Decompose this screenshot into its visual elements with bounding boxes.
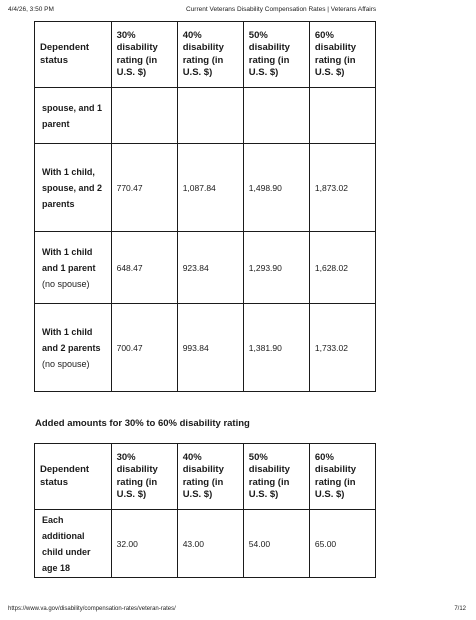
table-row bbox=[35, 232, 376, 304]
rate-value-cell: 54.00 bbox=[243, 510, 309, 578]
rate-value-cell bbox=[111, 88, 177, 144]
dependent-status-note: (no spouse) bbox=[42, 278, 90, 289]
column-header: Dependent status bbox=[35, 444, 112, 510]
column-header: 40% disability rating (in U.S. $) bbox=[177, 22, 243, 88]
print-timestamp: 4/4/26, 3:50 PM bbox=[8, 6, 54, 13]
print-url: https://www.va.gov/disability/compensation-rates/veteran-rates/ bbox=[8, 606, 176, 612]
column-header: 30% disability rating (in U.S. $) bbox=[111, 444, 177, 510]
column-header: 40% disability rating (in U.S. $) bbox=[177, 444, 243, 510]
table-row bbox=[35, 88, 376, 144]
print-footer bbox=[8, 606, 466, 616]
table-header-row bbox=[35, 22, 376, 88]
dependent-status-label: Each additional child under age 18 bbox=[42, 514, 91, 573]
dependent-status-cell bbox=[35, 510, 112, 578]
rate-value-cell: 770.47 bbox=[111, 144, 177, 232]
column-header: 50% disability rating (in U.S. $) bbox=[243, 444, 309, 510]
rate-value-cell: 1,087.84 bbox=[177, 144, 243, 232]
rate-value-cell: 1,293.90 bbox=[243, 232, 309, 304]
dependent-status-cell bbox=[35, 144, 112, 232]
rate-value-cell: 32.00 bbox=[111, 510, 177, 578]
page-number: 7/12 bbox=[454, 606, 466, 612]
rate-value-cell: 993.84 bbox=[177, 304, 243, 392]
dependent-status-cell bbox=[35, 88, 112, 144]
added-amounts-table bbox=[34, 443, 376, 578]
dependent-status-label: With 1 child, spouse, and 2 parents bbox=[42, 166, 103, 209]
rates-table bbox=[34, 21, 376, 392]
dependent-status-label: With 1 child and 1 parent bbox=[42, 246, 96, 273]
column-header: 60% disability rating (in U.S. $) bbox=[309, 444, 375, 510]
dependent-status-cell bbox=[35, 232, 112, 304]
added-amounts-table-container bbox=[34, 443, 357, 577]
table-row bbox=[35, 144, 376, 232]
dependent-status-cell bbox=[35, 304, 112, 392]
rate-value-cell: 43.00 bbox=[177, 510, 243, 578]
rate-value-cell: 648.47 bbox=[111, 232, 177, 304]
dependent-status-note: (no spouse) bbox=[42, 358, 90, 369]
table-header-row bbox=[35, 444, 376, 510]
table-row bbox=[35, 304, 376, 392]
rate-value-cell: 923.84 bbox=[177, 232, 243, 304]
dependent-status-label: With 1 child and 2 parents bbox=[42, 326, 101, 353]
print-page-title: Current Veterans Disability Compensation Rates | Veterans Affairs bbox=[186, 6, 377, 13]
dependent-status-label: spouse, and 1 parent bbox=[42, 102, 103, 129]
print-header bbox=[8, 6, 464, 18]
column-header: 50% disability rating (in U.S. $) bbox=[243, 22, 309, 88]
table-row bbox=[35, 510, 376, 578]
rate-value-cell: 1,628.02 bbox=[309, 232, 375, 304]
rate-value-cell: 65.00 bbox=[309, 510, 375, 578]
column-header: 60% disability rating (in U.S. $) bbox=[309, 22, 375, 88]
rate-value-cell: 1,733.02 bbox=[309, 304, 375, 392]
column-header: Dependent status bbox=[35, 22, 112, 88]
rate-value-cell: 1,381.90 bbox=[243, 304, 309, 392]
rate-value-cell: 1,873.02 bbox=[309, 144, 375, 232]
rate-value-cell: 700.47 bbox=[111, 304, 177, 392]
rates-table-container bbox=[34, 21, 357, 377]
section-heading: Added amounts for 30% to 60% disability rating bbox=[35, 418, 250, 429]
rate-value-cell: 1,498.90 bbox=[243, 144, 309, 232]
rate-value-cell bbox=[177, 88, 243, 144]
rate-value-cell bbox=[243, 88, 309, 144]
column-header: 30% disability rating (in U.S. $) bbox=[111, 22, 177, 88]
rate-value-cell bbox=[309, 88, 375, 144]
